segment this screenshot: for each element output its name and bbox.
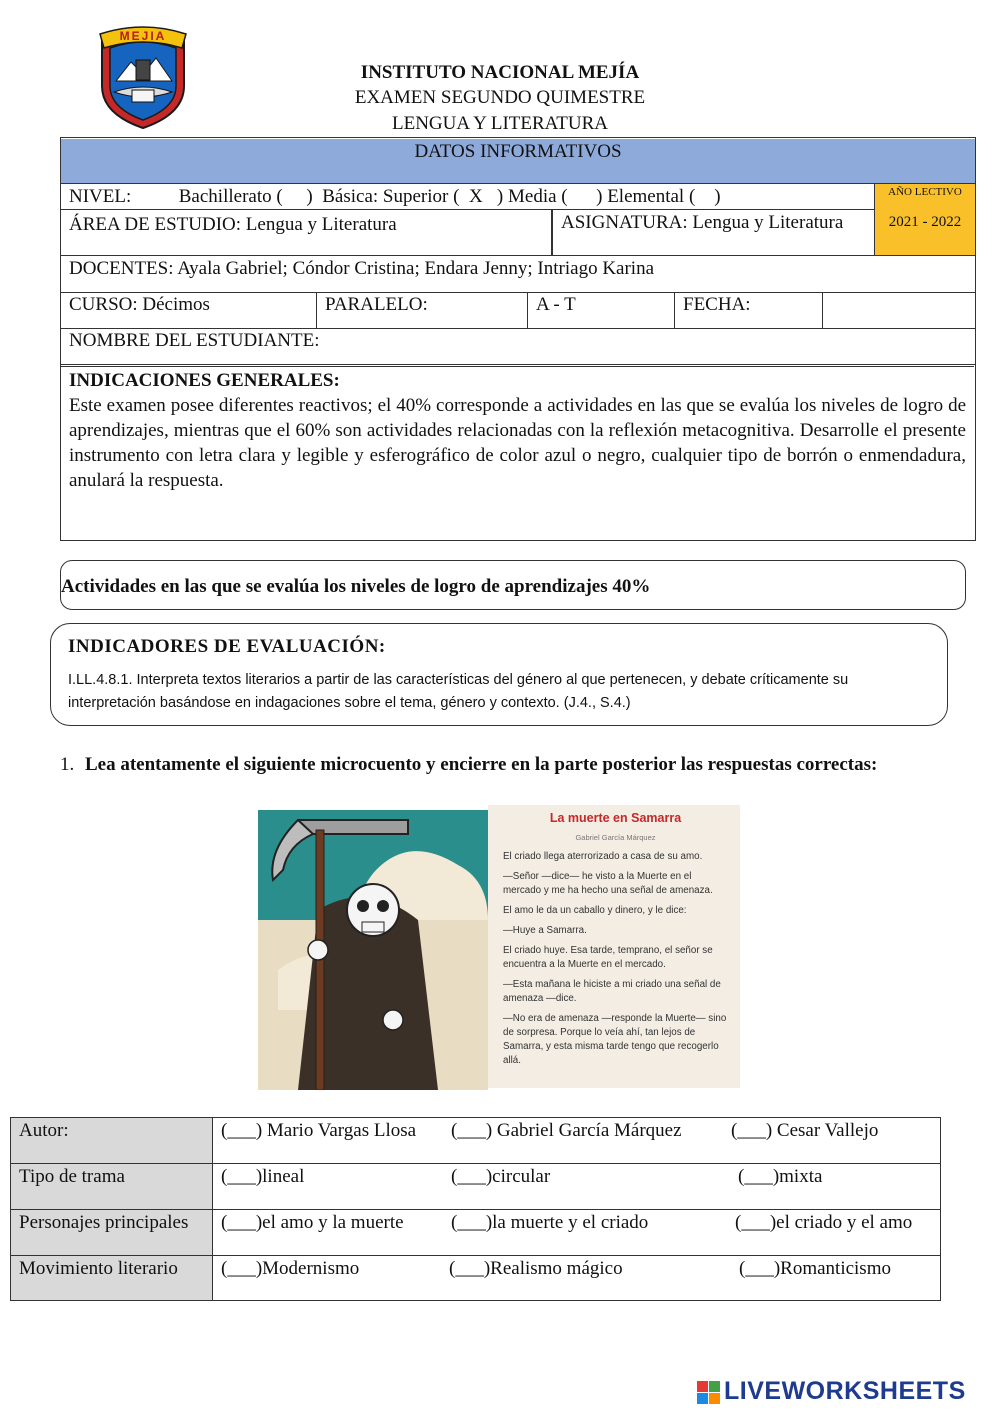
answer-option[interactable]: (___)Romanticismo — [739, 1258, 891, 1279]
area-estudio: ÁREA DE ESTUDIO: Lengua y Literatura — [61, 210, 552, 256]
story-paragraph: El criado llega aterrorizado a casa de su amo. — [503, 851, 703, 862]
answer-option[interactable]: (___)circular — [451, 1166, 551, 1187]
row-label: Personajes principales — [11, 1210, 213, 1255]
paralelo-label: PARALELO: — [317, 293, 528, 329]
answer-row-trama — [10, 1163, 941, 1209]
story-title: La muerte en Samarra — [549, 811, 682, 825]
liveworksheets-logo — [697, 1377, 993, 1409]
answer-option[interactable]: (___) Cesar Vallejo — [731, 1120, 879, 1141]
story-paragraph: —Huye a Samarra. — [503, 925, 587, 936]
actividades-banner-text: Actividades en las que se evalúa los niveles de logro de aprendizajes 40% — [61, 576, 651, 597]
answer-option[interactable]: (___)la muerte y el criado — [451, 1212, 649, 1233]
subject-title: LENGUA Y LITERATURA — [391, 113, 608, 134]
school-crest-logo — [96, 26, 190, 130]
indicaciones-title: INDICACIONES GENERALES: — [69, 370, 340, 391]
fecha-label: FECHA: — [675, 293, 823, 329]
answer-row-autor — [10, 1117, 941, 1163]
nivel-row: NIVEL: Bachillerato ( ) Básica: Superior ( X ) Media ( ) Elemental ( ) — [61, 184, 875, 210]
answer-row-movimiento — [10, 1255, 941, 1301]
answer-option[interactable]: (___)el criado y el amo — [735, 1212, 913, 1233]
answer-option[interactable]: (___)Modernismo — [221, 1258, 360, 1279]
story-paragraph: —No era de amenaza —responde la Muerte— sino de sorpresa. Porque lo veía ahí, tan lejos de Samarra, y esta misma tarde tengo que recogerlo allá. — [503, 1013, 727, 1066]
crest-banner-text: MEJIA — [119, 29, 167, 43]
story-text-panel — [488, 805, 740, 1088]
asignatura: ASIGNATURA: Lengua y Literatura — [552, 210, 875, 256]
indicadores-title: INDICADORES DE EVALUACIÓN: — [68, 636, 386, 657]
ano-lectivo-label: AÑO LECTIVO — [888, 186, 962, 198]
actividades-banner — [60, 560, 966, 610]
liveworksheets-icon — [697, 1381, 721, 1405]
exam-title: EXAMEN SEGUNDO QUIMESTRE — [354, 87, 646, 108]
story-paragraph: —Señor —dice— he visto a la Muerte en el mercado y me ha hecho una señal de amenaza. — [503, 871, 713, 896]
ano-lectivo-value: 2021 - 2022 — [888, 214, 962, 230]
liveworksheets-text: LIVEWORKSHEETS — [724, 1377, 966, 1405]
docentes-row: DOCENTES: Ayala Gabriel; Cóndor Cristina; Endara Jenny; Intriago Karina — [61, 256, 975, 293]
answer-option[interactable]: (___)lineal — [221, 1166, 305, 1187]
institution-title: INSTITUTO NACIONAL MEJÍA — [360, 62, 640, 83]
paralelo-value: A - T — [528, 293, 675, 329]
row-label: Autor: — [11, 1118, 213, 1163]
answer-option[interactable]: (___)Realismo mágico — [449, 1258, 623, 1279]
row-label: Tipo de trama — [11, 1164, 213, 1209]
curso-cell: CURSO: Décimos — [61, 293, 317, 329]
fecha-input[interactable] — [823, 293, 975, 329]
indicadores-box — [50, 623, 948, 726]
indicadores-body: I.LL.4.8.1. Interpreta textos literarios a partir de las características del género al que pertenecen, y debate críticamente su interpretación basándose en indagaciones sobre el tema, género y contexto. (J.4., S.4.) — [68, 672, 849, 711]
question-1-text: Lea atentamente el siguiente microcuento y encierre en la parte posterior las respuestas correctas: — [85, 754, 878, 775]
indicaciones-box — [61, 366, 974, 538]
story-author: Gabriel García Márquez — [575, 833, 656, 842]
nombre-estudiante[interactable]: NOMBRE DEL ESTUDIANTE: — [61, 329, 975, 365]
story-paragraph: —Esta mañana le hiciste a mi criado una señal de amenaza —dice. — [503, 979, 721, 1004]
info-table-title: DATOS INFORMATIVOS — [61, 139, 975, 184]
story-illustration — [258, 810, 488, 1090]
story-paragraph: El amo le da un caballo y dinero, y le dice: — [503, 905, 687, 916]
row-label: Movimiento literario — [11, 1256, 213, 1300]
ano-lectivo-box — [875, 184, 975, 256]
answer-option[interactable]: (___) Mario Vargas Llosa — [221, 1120, 417, 1141]
question-1-number: 1. — [60, 754, 75, 775]
answer-option[interactable]: (___) Gabriel García Márquez — [451, 1120, 682, 1141]
story-paragraph: El criado huye. Esa tarde, temprano, el señor se encuentra a la Muerte en el mercado. — [503, 945, 713, 970]
answer-option[interactable]: (___)el amo y la muerte — [221, 1212, 404, 1233]
answer-row-personajes — [10, 1209, 941, 1255]
indicaciones-body: Este examen posee diferentes reactivos; el 40% corresponde a actividades en las que se evalúa los niveles de logro de aprendizajes, mientras que el 60% son actividades relacionadas con la reflexión metacognitiva. Desarrolle el presente instrumento con letra clara y legible y esferográfico de color azul o negro, cualquier tipo de borrón o enmendadura, anulará la respuesta. — [69, 395, 966, 491]
answer-option[interactable]: (___)mixta — [738, 1166, 823, 1187]
